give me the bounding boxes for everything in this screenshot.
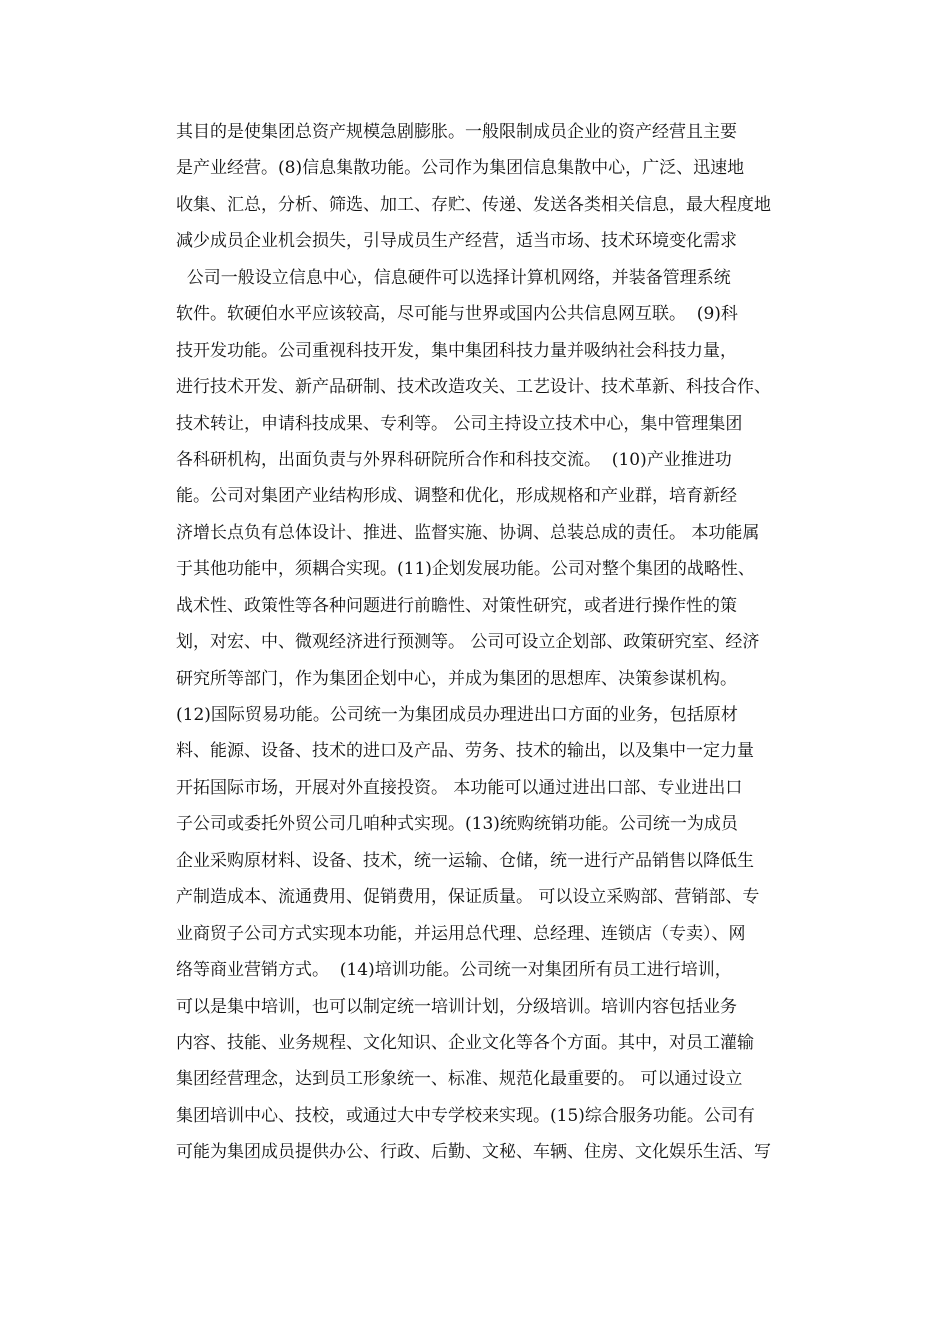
text-line: 战术性、政策性等各种问题进行前瞻性、对策性研究，或者进行操作性的策: [176, 595, 737, 616]
text-line: 进行技术开发、新产品研制、技术改造攻关、工艺设计、技术革新、科技合作、: [176, 377, 771, 398]
text-line: 各科研机构，出面负责与外界科研院所合作和科技交流。 (10)产业推进功: [176, 449, 732, 470]
text-line: (12)国际贸易功能。公司统一为集团成员办理进出口方面的业务，包括原材: [176, 705, 738, 725]
text-line: 集团培训中心、技校，或通过大中专学校来实现。(15)综合服务功能。公司有: [176, 1105, 755, 1126]
text-line: 能。公司对集团产业结构形成、调整和优化，形成规格和产业群，培育新经: [176, 486, 737, 507]
text-line: 研究所等部门，作为集团企划中心，并成为集团的思想库、决策参谋机构。: [176, 668, 737, 689]
text-line: 收集、汇总，分析、筛选、加工、存贮、传递、发送各类相关信息，最大程度地: [176, 194, 771, 215]
text-line: 于其他功能中，须耦合实现。(11)企划发展功能。公司对整个集团的战略性、: [176, 559, 755, 580]
text-line: 集团经营理念，达到员工形象统一、标准、规范化最重要的。 可以通过设立: [176, 1069, 743, 1090]
text-line: 企业采购原材料、设备、技术，统一运输、仓储，统一进行产品销售以降低生: [176, 850, 754, 871]
text-line: 公司一般设立信息中心，信息硬件可以选择计算机网络，并装备管理系统: [176, 267, 731, 288]
text-line: 业商贸子公司方式实现本功能，并运用总代理、总经理、连锁店（专卖）、网: [176, 923, 746, 944]
text-line: 划，对宏、中、微观经济进行预测等。 公司可设立企划部、政策研究室、经济: [176, 632, 760, 653]
text-line: 可以是集中培训，也可以制定统一培训计划，分级培训。培训内容包括业务: [176, 996, 737, 1017]
text-line: 开拓国际市场，开展对外直接投资。 本功能可以通过进出口部、专业进出口: [176, 777, 743, 798]
text-line: 产制造成本、流通费用、促销费用，保证质量。 可以设立采购部、营销部、专: [176, 887, 760, 908]
text-line: 是产业经营。(8)信息集散功能。公司作为集团信息集散中心，广泛、迅速地: [176, 158, 745, 179]
text-line: 内容、技能、业务规程、文化知识、企业文化等各个方面。其中，对员工灌输: [176, 1032, 754, 1053]
text-line: 可能为集团成员提供办公、行政、后勤、文秘、车辆、住房、文化娱乐生活、写: [176, 1142, 771, 1163]
text-line: 软件。软硬伯水平应该较高，尽可能与世界或国内公共信息网互联。 (9)科: [176, 304, 738, 325]
text-line: 料、能源、设备、技术的进口及产品、劳务、技术的输出，以及集中一定力量: [176, 741, 754, 762]
text-line: 络等商业营销方式。 (14)培训功能。公司统一对集团所有员工进行培训，: [176, 960, 732, 981]
text-line: 其目的是使集团总资产规模急剧膨胀。一般限制成员企业的资产经营且主要: [176, 122, 737, 142]
text-line: 子公司或委托外贸公司几咱种式实现。(13)统购统销功能。公司统一为成员: [176, 814, 738, 835]
text-line: 减少成员企业机会损失，引导成员生产经营，适当市场、技术环境变化需求: [176, 231, 737, 252]
text-line: 技术转让，申请科技成果、专利等。 公司主持设立技术中心，集中管理集团: [176, 413, 743, 434]
text-line: 济增长点负有总体设计、推进、监督实施、协调、总装总成的责任。 本功能属: [176, 522, 760, 543]
body-text: [176, 114, 816, 1171]
text-line: 技开发功能。公司重视科技开发，集中集团科技力量并吸纳社会科技力量，: [176, 340, 737, 361]
